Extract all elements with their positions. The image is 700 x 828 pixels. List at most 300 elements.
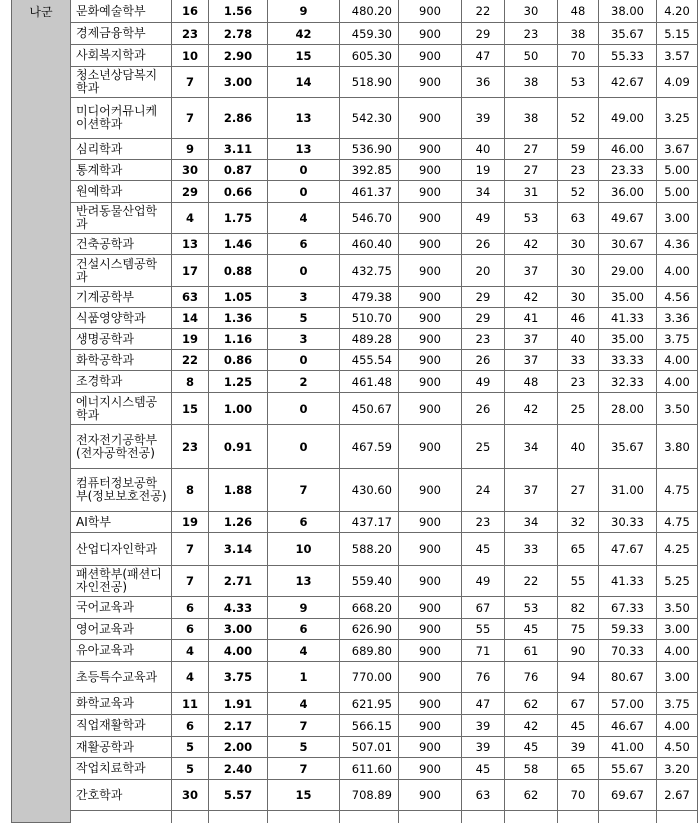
score-c-cell: 75	[558, 619, 599, 640]
max-score-cell: 900	[399, 640, 462, 662]
max-score-cell: 900	[399, 597, 462, 619]
table-row	[12, 98, 698, 139]
score-b-cell: 38	[505, 98, 558, 139]
max-score-cell: 900	[399, 393, 462, 425]
department-cell: 작업치료학과	[71, 758, 172, 780]
score-c-cell: 46	[558, 308, 599, 329]
converted-score-cell: 430.60	[340, 469, 399, 512]
score-b-cell: 37	[505, 255, 558, 287]
table-row	[12, 181, 698, 203]
table-row	[12, 160, 698, 181]
quota-cell: 63	[172, 287, 209, 308]
competition-ratio-cell: 1.16	[209, 329, 268, 350]
grade-cell: 5.25	[657, 566, 698, 597]
score-a-cell: 22	[462, 0, 505, 23]
quota-cell: 7	[172, 533, 209, 566]
table-row	[12, 597, 698, 619]
waitlist-cell: 0	[268, 255, 340, 287]
competition-ratio-cell: 4.33	[209, 597, 268, 619]
waitlist-cell: 7	[268, 758, 340, 780]
score-c-cell: 30	[558, 287, 599, 308]
empty-cell	[462, 811, 505, 823]
max-score-cell: 900	[399, 23, 462, 45]
quota-cell: 29	[172, 181, 209, 203]
average-cell: 57.00	[599, 693, 657, 715]
score-b-cell: 76	[505, 662, 558, 693]
department-cell: 패션학부(패션디자인전공)	[71, 566, 172, 597]
quota-cell: 5	[172, 737, 209, 758]
max-score-cell: 900	[399, 203, 462, 234]
grade-cell: 3.50	[657, 597, 698, 619]
score-a-cell: 26	[462, 234, 505, 255]
table-row	[12, 780, 698, 811]
competition-ratio-cell: 1.00	[209, 393, 268, 425]
score-a-cell: 76	[462, 662, 505, 693]
waitlist-cell: 0	[268, 425, 340, 469]
score-b-cell: 48	[505, 371, 558, 393]
waitlist-cell: 13	[268, 139, 340, 160]
score-c-cell: 63	[558, 203, 599, 234]
grade-cell: 4.50	[657, 737, 698, 758]
grade-cell: 4.56	[657, 287, 698, 308]
score-c-cell: 70	[558, 45, 599, 67]
table-row	[12, 23, 698, 45]
waitlist-cell: 7	[268, 715, 340, 737]
table-row	[12, 693, 698, 715]
table-row	[12, 533, 698, 566]
grade-cell: 4.09	[657, 67, 698, 98]
competition-ratio-cell: 3.14	[209, 533, 268, 566]
table-row	[12, 393, 698, 425]
max-score-cell: 900	[399, 139, 462, 160]
average-cell: 35.00	[599, 287, 657, 308]
score-c-cell: 82	[558, 597, 599, 619]
grade-cell: 4.20	[657, 0, 698, 23]
competition-ratio-cell: 1.05	[209, 287, 268, 308]
table-row	[12, 45, 698, 67]
quota-cell: 6	[172, 619, 209, 640]
empty-cell	[71, 811, 172, 823]
waitlist-cell: 13	[268, 98, 340, 139]
competition-ratio-cell: 2.17	[209, 715, 268, 737]
converted-score-cell: 459.30	[340, 23, 399, 45]
grade-cell: 3.75	[657, 693, 698, 715]
grade-cell: 4.25	[657, 533, 698, 566]
max-score-cell: 900	[399, 715, 462, 737]
grade-cell: 4.00	[657, 371, 698, 393]
table-row	[12, 203, 698, 234]
admission-results-table	[11, 0, 698, 823]
department-cell: 식품영양학과	[71, 308, 172, 329]
competition-ratio-cell: 1.56	[209, 0, 268, 23]
score-c-cell: 45	[558, 715, 599, 737]
score-a-cell: 20	[462, 255, 505, 287]
score-a-cell: 45	[462, 533, 505, 566]
competition-ratio-cell: 3.00	[209, 619, 268, 640]
waitlist-cell: 0	[268, 393, 340, 425]
average-cell: 59.33	[599, 619, 657, 640]
waitlist-cell: 0	[268, 350, 340, 371]
waitlist-cell: 0	[268, 181, 340, 203]
waitlist-cell: 2	[268, 371, 340, 393]
waitlist-cell: 6	[268, 619, 340, 640]
score-c-cell: 33	[558, 350, 599, 371]
competition-ratio-cell: 0.88	[209, 255, 268, 287]
average-cell: 29.00	[599, 255, 657, 287]
score-c-cell: 23	[558, 160, 599, 181]
converted-score-cell: 432.75	[340, 255, 399, 287]
waitlist-cell: 3	[268, 287, 340, 308]
average-cell: 49.67	[599, 203, 657, 234]
quota-cell: 4	[172, 640, 209, 662]
converted-score-cell: 461.37	[340, 181, 399, 203]
table-row	[12, 371, 698, 393]
grade-cell: 4.00	[657, 715, 698, 737]
max-score-cell: 900	[399, 181, 462, 203]
department-cell: 조경학과	[71, 371, 172, 393]
average-cell: 33.33	[599, 350, 657, 371]
waitlist-cell: 0	[268, 160, 340, 181]
score-c-cell: 52	[558, 181, 599, 203]
max-score-cell: 900	[399, 533, 462, 566]
converted-score-cell: 480.20	[340, 0, 399, 23]
score-a-cell: 26	[462, 350, 505, 371]
empty-cell	[268, 811, 340, 823]
department-cell: 초등특수교육과	[71, 662, 172, 693]
empty-cell	[209, 811, 268, 823]
score-a-cell: 26	[462, 393, 505, 425]
converted-score-cell: 770.00	[340, 662, 399, 693]
score-c-cell: 40	[558, 425, 599, 469]
competition-ratio-cell: 1.91	[209, 693, 268, 715]
score-b-cell: 31	[505, 181, 558, 203]
table-row	[12, 737, 698, 758]
average-cell: 67.33	[599, 597, 657, 619]
score-c-cell: 94	[558, 662, 599, 693]
competition-ratio-cell: 2.00	[209, 737, 268, 758]
converted-score-cell: 392.85	[340, 160, 399, 181]
quota-cell: 23	[172, 425, 209, 469]
score-a-cell: 39	[462, 98, 505, 139]
waitlist-cell: 6	[268, 234, 340, 255]
group-label-cell: 나군	[12, 0, 71, 823]
empty-cell	[657, 811, 698, 823]
department-cell: 경제금융학부	[71, 23, 172, 45]
quota-cell: 7	[172, 67, 209, 98]
competition-ratio-cell: 1.88	[209, 469, 268, 512]
score-a-cell: 63	[462, 780, 505, 811]
score-a-cell: 67	[462, 597, 505, 619]
grade-cell: 3.75	[657, 329, 698, 350]
table-row	[12, 0, 698, 23]
waitlist-cell: 6	[268, 512, 340, 533]
quota-cell: 17	[172, 255, 209, 287]
score-a-cell: 49	[462, 371, 505, 393]
converted-score-cell: 588.20	[340, 533, 399, 566]
score-b-cell: 42	[505, 234, 558, 255]
average-cell: 42.67	[599, 67, 657, 98]
quota-cell: 14	[172, 308, 209, 329]
score-b-cell: 45	[505, 737, 558, 758]
score-b-cell: 37	[505, 350, 558, 371]
score-a-cell: 29	[462, 287, 505, 308]
average-cell: 30.33	[599, 512, 657, 533]
quota-cell: 6	[172, 597, 209, 619]
quota-cell: 15	[172, 393, 209, 425]
average-cell: 38.00	[599, 0, 657, 23]
department-cell: 문화예술학부	[71, 0, 172, 23]
grade-cell: 3.00	[657, 662, 698, 693]
table-row	[12, 255, 698, 287]
score-b-cell: 50	[505, 45, 558, 67]
empty-cell	[505, 811, 558, 823]
department-cell: 유아교육과	[71, 640, 172, 662]
score-c-cell: 23	[558, 371, 599, 393]
quota-cell: 5	[172, 758, 209, 780]
table-row	[12, 758, 698, 780]
average-cell: 70.33	[599, 640, 657, 662]
max-score-cell: 900	[399, 234, 462, 255]
competition-ratio-cell: 2.90	[209, 45, 268, 67]
average-cell: 46.67	[599, 715, 657, 737]
score-a-cell: 25	[462, 425, 505, 469]
department-cell: 컴퓨터정보공학부(정보보호전공)	[71, 469, 172, 512]
converted-score-cell: 668.20	[340, 597, 399, 619]
converted-score-cell: 479.38	[340, 287, 399, 308]
score-a-cell: 29	[462, 308, 505, 329]
department-cell: 산업디자인학과	[71, 533, 172, 566]
converted-score-cell: 708.89	[340, 780, 399, 811]
max-score-cell: 900	[399, 469, 462, 512]
department-cell: 청소년상담복지학과	[71, 67, 172, 98]
department-cell: 화학공학과	[71, 350, 172, 371]
waitlist-cell: 9	[268, 597, 340, 619]
waitlist-cell: 10	[268, 533, 340, 566]
score-a-cell: 23	[462, 512, 505, 533]
score-a-cell: 49	[462, 566, 505, 597]
competition-ratio-cell: 0.87	[209, 160, 268, 181]
score-a-cell: 23	[462, 329, 505, 350]
waitlist-cell: 13	[268, 566, 340, 597]
quota-cell: 11	[172, 693, 209, 715]
max-score-cell: 900	[399, 350, 462, 371]
max-score-cell: 900	[399, 425, 462, 469]
score-b-cell: 27	[505, 160, 558, 181]
score-c-cell: 27	[558, 469, 599, 512]
max-score-cell: 900	[399, 566, 462, 597]
average-cell: 35.67	[599, 23, 657, 45]
score-b-cell: 41	[505, 308, 558, 329]
max-score-cell: 900	[399, 662, 462, 693]
average-cell: 28.00	[599, 393, 657, 425]
grade-cell: 4.36	[657, 234, 698, 255]
quota-cell: 8	[172, 469, 209, 512]
score-c-cell: 40	[558, 329, 599, 350]
competition-ratio-cell: 1.46	[209, 234, 268, 255]
department-cell: 심리학과	[71, 139, 172, 160]
competition-ratio-cell: 5.57	[209, 780, 268, 811]
grade-cell: 4.00	[657, 640, 698, 662]
table-row	[12, 512, 698, 533]
waitlist-cell: 4	[268, 640, 340, 662]
converted-score-cell: 518.90	[340, 67, 399, 98]
competition-ratio-cell: 3.11	[209, 139, 268, 160]
average-cell: 35.67	[599, 425, 657, 469]
competition-ratio-cell: 0.91	[209, 425, 268, 469]
waitlist-cell: 4	[268, 693, 340, 715]
average-cell: 49.00	[599, 98, 657, 139]
max-score-cell: 900	[399, 287, 462, 308]
grade-cell: 3.80	[657, 425, 698, 469]
average-cell: 32.33	[599, 371, 657, 393]
average-cell: 69.67	[599, 780, 657, 811]
quota-cell: 23	[172, 23, 209, 45]
score-c-cell: 48	[558, 0, 599, 23]
score-a-cell: 34	[462, 181, 505, 203]
converted-score-cell: 461.48	[340, 371, 399, 393]
grade-cell: 3.25	[657, 98, 698, 139]
score-b-cell: 42	[505, 715, 558, 737]
table-row	[12, 469, 698, 512]
average-cell: 55.33	[599, 45, 657, 67]
converted-score-cell: 689.80	[340, 640, 399, 662]
converted-score-cell: 437.17	[340, 512, 399, 533]
table-row	[12, 67, 698, 98]
score-b-cell: 33	[505, 533, 558, 566]
score-a-cell: 39	[462, 737, 505, 758]
score-c-cell: 52	[558, 98, 599, 139]
score-b-cell: 22	[505, 566, 558, 597]
table-row	[12, 640, 698, 662]
grade-cell: 3.20	[657, 758, 698, 780]
converted-score-cell: 605.30	[340, 45, 399, 67]
max-score-cell: 900	[399, 693, 462, 715]
department-cell: 전자전기공학부(전자공학전공)	[71, 425, 172, 469]
department-cell: 건축공학과	[71, 234, 172, 255]
table-row	[12, 287, 698, 308]
average-cell: 41.33	[599, 308, 657, 329]
score-a-cell: 49	[462, 203, 505, 234]
grade-cell: 4.00	[657, 350, 698, 371]
grade-cell: 5.00	[657, 181, 698, 203]
score-b-cell: 62	[505, 780, 558, 811]
converted-score-cell: 536.90	[340, 139, 399, 160]
quota-cell: 4	[172, 203, 209, 234]
table-row	[12, 715, 698, 737]
score-a-cell: 40	[462, 139, 505, 160]
waitlist-cell: 1	[268, 662, 340, 693]
waitlist-cell: 42	[268, 23, 340, 45]
grade-cell: 4.75	[657, 512, 698, 533]
average-cell: 55.67	[599, 758, 657, 780]
competition-ratio-cell: 1.25	[209, 371, 268, 393]
max-score-cell: 900	[399, 329, 462, 350]
average-cell: 80.67	[599, 662, 657, 693]
empty-cell	[340, 811, 399, 823]
max-score-cell: 900	[399, 737, 462, 758]
waitlist-cell: 9	[268, 0, 340, 23]
score-c-cell: 53	[558, 67, 599, 98]
score-c-cell: 32	[558, 512, 599, 533]
average-cell: 46.00	[599, 139, 657, 160]
department-cell: 원예학과	[71, 181, 172, 203]
score-c-cell: 65	[558, 533, 599, 566]
score-b-cell: 38	[505, 67, 558, 98]
empty-cell	[558, 811, 599, 823]
department-cell: 에너지시스템공학과	[71, 393, 172, 425]
grade-cell: 5.00	[657, 160, 698, 181]
score-b-cell: 23	[505, 23, 558, 45]
department-cell: 반려동물산업학과	[71, 203, 172, 234]
converted-score-cell: 566.15	[340, 715, 399, 737]
converted-score-cell: 455.54	[340, 350, 399, 371]
converted-score-cell: 467.59	[340, 425, 399, 469]
grade-cell: 3.00	[657, 203, 698, 234]
competition-ratio-cell: 2.40	[209, 758, 268, 780]
max-score-cell: 900	[399, 758, 462, 780]
competition-ratio-cell: 1.26	[209, 512, 268, 533]
score-a-cell: 19	[462, 160, 505, 181]
grade-cell: 5.15	[657, 23, 698, 45]
competition-ratio-cell: 3.00	[209, 67, 268, 98]
grade-cell: 3.50	[657, 393, 698, 425]
score-c-cell: 25	[558, 393, 599, 425]
quota-cell: 6	[172, 715, 209, 737]
converted-score-cell: 507.01	[340, 737, 399, 758]
max-score-cell: 900	[399, 512, 462, 533]
score-c-cell: 70	[558, 780, 599, 811]
competition-ratio-cell: 0.66	[209, 181, 268, 203]
empty-cell	[399, 811, 462, 823]
score-b-cell: 37	[505, 329, 558, 350]
quota-cell: 16	[172, 0, 209, 23]
grade-cell: 4.75	[657, 469, 698, 512]
waitlist-cell: 4	[268, 203, 340, 234]
average-cell: 35.00	[599, 329, 657, 350]
competition-ratio-cell: 2.78	[209, 23, 268, 45]
score-a-cell: 29	[462, 23, 505, 45]
grade-cell: 3.67	[657, 139, 698, 160]
waitlist-cell: 3	[268, 329, 340, 350]
waitlist-cell: 7	[268, 469, 340, 512]
score-c-cell: 90	[558, 640, 599, 662]
score-c-cell: 65	[558, 758, 599, 780]
score-b-cell: 53	[505, 597, 558, 619]
score-b-cell: 27	[505, 139, 558, 160]
converted-score-cell: 460.40	[340, 234, 399, 255]
competition-ratio-cell: 2.71	[209, 566, 268, 597]
score-c-cell: 38	[558, 23, 599, 45]
score-a-cell: 24	[462, 469, 505, 512]
quota-cell: 22	[172, 350, 209, 371]
converted-score-cell: 542.30	[340, 98, 399, 139]
quota-cell: 30	[172, 160, 209, 181]
table-body	[12, 0, 698, 823]
table-row-partial	[12, 811, 698, 823]
score-b-cell: 58	[505, 758, 558, 780]
department-cell: 재활공학과	[71, 737, 172, 758]
score-b-cell: 42	[505, 287, 558, 308]
converted-score-cell: 559.40	[340, 566, 399, 597]
score-c-cell: 59	[558, 139, 599, 160]
grade-cell: 2.67	[657, 780, 698, 811]
score-a-cell: 45	[462, 758, 505, 780]
table-row	[12, 619, 698, 640]
waitlist-cell: 5	[268, 737, 340, 758]
competition-ratio-cell: 2.86	[209, 98, 268, 139]
average-cell: 30.67	[599, 234, 657, 255]
department-cell: 통계학과	[71, 160, 172, 181]
